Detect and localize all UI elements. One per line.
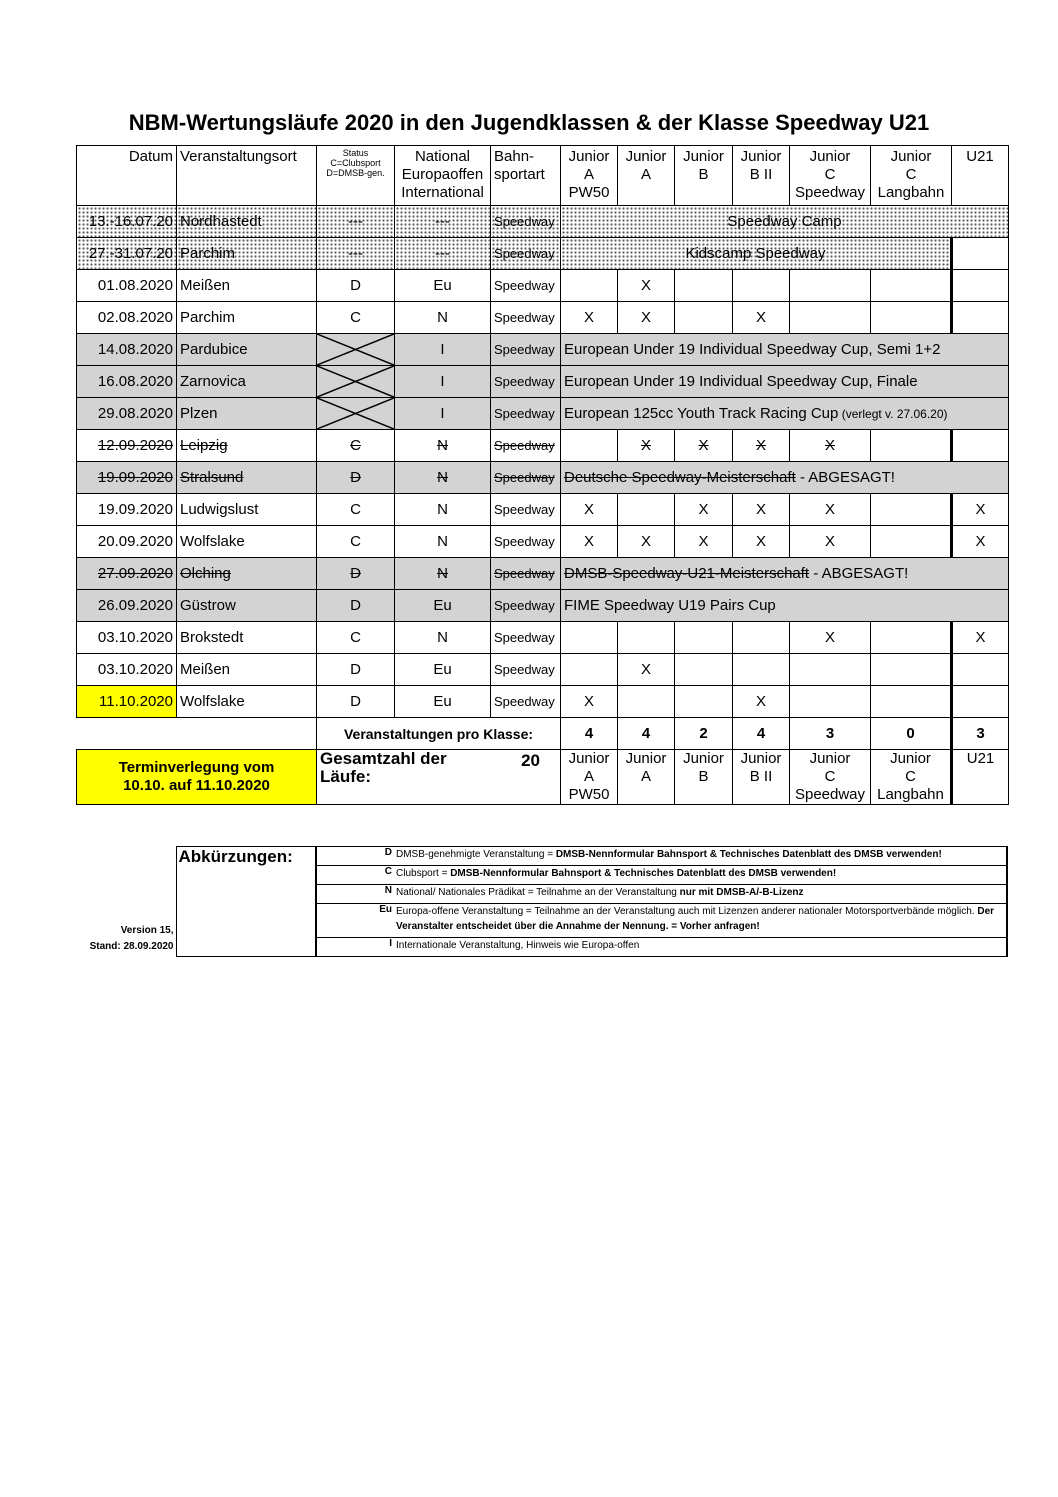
blank-cell [77,718,317,750]
event-name: European 125cc Youth Track Racing Cup [564,405,839,422]
place-cell: Wolfslake [177,526,317,558]
event-name: European Under 19 Individual Speedway Cup, Semi 1+2 [564,341,941,358]
header-class: U21 [952,146,1009,206]
class-mark-cell [952,270,1009,302]
class-mark-cell [952,686,1009,718]
header-class: Junior A [618,146,675,206]
header-national: National Europaoffen International [395,146,491,206]
sport-cell: Speedway [491,526,561,558]
abbr-desc: Clubsport = [396,868,451,879]
header-bahn: Bahn- sportart [491,146,561,206]
place-cell: Pardubice [177,334,317,366]
sport-cell: Speedway [491,238,561,270]
u21-cell [952,238,1009,270]
header-datum: Datum [77,146,177,206]
national-cell: I [395,398,491,430]
date-cell: 19.09.2020 [77,462,177,494]
national-cell: --- [395,206,491,238]
event-span: Speedway Camp [561,206,1009,238]
header-class: Junior B II [733,146,790,206]
abbr-heading: Abkürzungen: [176,847,316,957]
class-mark-cell: X [675,526,733,558]
abbr-key: C [316,866,394,885]
abbr-row [76,847,1007,866]
footer-class: Junior B [675,750,733,805]
event-name: FIME Speedway U19 Pairs Cup [564,597,776,614]
class-mark-cell: X [790,526,871,558]
sport-cell: Speedway [491,206,561,238]
abbr-text [394,885,1007,904]
sport-cell: Speedway [491,462,561,494]
class-mark-cell [871,430,952,462]
sport-cell: Speedway [491,366,561,398]
date-cell: 19.09.2020 [77,494,177,526]
class-mark-cell: X [952,526,1009,558]
table-row [77,462,1009,494]
abbr-desc: National/ Nationales Prädikat = Teilnahme an der Veranstaltung [396,887,680,898]
version-cell [76,847,176,957]
sport-cell: Speedway [491,622,561,654]
table-row [77,206,1009,238]
header-class: Junior B [675,146,733,206]
class-mark-cell [871,654,952,686]
class-mark-cell: X [561,526,618,558]
class-mark-cell [561,270,618,302]
table-row [77,238,1009,270]
class-mark-cell [952,302,1009,334]
event-span [561,334,1009,366]
class-mark-cell [871,622,952,654]
footer-class: Junior C Speedway [790,750,871,805]
rescheduling-note: Terminverlegung vom 10.10. auf 11.10.2020 [77,750,317,805]
date-cell: 29.08.2020 [77,398,177,430]
date-cell: 27.09.2020 [77,558,177,590]
abbr-text [394,866,1007,885]
table-row [77,494,1009,526]
national-cell: N [395,430,491,462]
status-cell-crossed [317,398,395,430]
class-mark-cell: X [561,494,618,526]
class-count: 4 [733,718,790,750]
national-cell: --- [395,238,491,270]
national-cell: N [395,302,491,334]
date-cell: 12.09.2020 [77,430,177,462]
class-mark-cell: X [618,270,675,302]
class-mark-cell: X [675,430,733,462]
total-runs [317,750,561,805]
abbr-key: N [316,885,394,904]
header-ort: Veranstaltungsort [177,146,317,206]
event-span [561,558,1009,590]
national-cell: Eu [395,654,491,686]
status-cell: D [317,558,395,590]
class-mark-cell: X [561,302,618,334]
total-runs-label: Gesamtzahl der Läufe: [320,749,447,786]
class-mark-cell: X [618,302,675,334]
table-row [77,622,1009,654]
sport-cell: Speedway [491,302,561,334]
status-cell: D [317,686,395,718]
place-cell: Olching [177,558,317,590]
class-count: 3 [790,718,871,750]
class-mark-cell [618,622,675,654]
version-label: Version 15, [120,924,174,936]
date-cell: 26.09.2020 [77,590,177,622]
header-class: Junior A PW50 [561,146,618,206]
status-cell: C [317,430,395,462]
class-count: 3 [952,718,1009,750]
sport-cell: Speedway [491,654,561,686]
national-cell: I [395,366,491,398]
status-cell: C [317,302,395,334]
place-cell: Meißen [177,270,317,302]
sport-cell: Speedway [491,686,561,718]
class-mark-cell [561,430,618,462]
table-row [77,558,1009,590]
class-mark-cell [871,270,952,302]
class-mark-cell: X [733,526,790,558]
class-mark-cell [675,302,733,334]
sport-cell: Speedway [491,558,561,590]
abbr-desc-bold: nur mit DMSB-A/-B-Lizenz [679,887,804,898]
table-row [77,526,1009,558]
table-row [77,366,1009,398]
event-name-cancelled: DMSB-Speedway-U21-Meisterschaft [564,565,810,582]
national-cell: N [395,462,491,494]
abbr-key: D [316,847,394,866]
class-mark-cell: X [675,494,733,526]
place-cell: Stralsund [177,462,317,494]
place-cell: Nordhastedt [177,206,317,238]
status-cell: D [317,590,395,622]
class-mark-cell [561,622,618,654]
table-row [77,302,1009,334]
sport-cell: Speedway [491,270,561,302]
class-mark-cell [675,686,733,718]
place-cell: Zarnovica [177,366,317,398]
date-cell: 13.-16.07.20 [77,206,177,238]
class-mark-cell: X [561,686,618,718]
footer-class: Junior A [618,750,675,805]
total-runs-value: 20 [521,751,540,770]
class-mark-cell: X [733,686,790,718]
table-row [77,270,1009,302]
abbr-text [394,904,1007,938]
date-cell: 27.-31.07.20 [77,238,177,270]
class-mark-cell: X [790,494,871,526]
event-span [561,462,1009,494]
class-mark-cell: X [618,654,675,686]
sport-cell: Speedway [491,494,561,526]
class-mark-cell [618,686,675,718]
place-cell: Parchim [177,238,317,270]
schedule-table [76,145,1009,805]
summary-label: Veranstaltungen pro Klasse: [317,718,561,750]
place-cell: Ludwigslust [177,494,317,526]
national-cell: I [395,334,491,366]
place-cell: Leipzig [177,430,317,462]
date-cell: 11.10.2020 [77,686,177,718]
sport-cell: Speedway [491,398,561,430]
header-status: Status C=Clubsport D=DMSB-gen. [317,146,395,206]
date-cell: 16.08.2020 [77,366,177,398]
class-mark-cell [871,686,952,718]
place-cell: Plzen [177,398,317,430]
class-mark-cell: X [790,430,871,462]
place-cell: Parchim [177,302,317,334]
class-mark-cell [733,270,790,302]
event-span: Kidscamp Speedway [561,238,952,270]
abbreviations-table [76,846,1008,957]
footer-row [77,750,1009,805]
table-row [77,334,1009,366]
status-cell-crossed [317,366,395,398]
class-mark-cell: X [733,302,790,334]
summary-row [77,718,1009,750]
date-cell: 02.08.2020 [77,302,177,334]
date-cell: 03.10.2020 [77,622,177,654]
class-mark-cell [790,302,871,334]
class-mark-cell: X [618,526,675,558]
header-class: Junior C Langbahn [871,146,952,206]
event-span [561,366,1009,398]
class-mark-cell [871,526,952,558]
abbr-text [394,938,1007,957]
class-count: 4 [561,718,618,750]
event-name: - ABGESAGT! [809,565,909,582]
class-count: 4 [618,718,675,750]
class-mark-cell: X [618,430,675,462]
sport-cell: Speedway [491,430,561,462]
class-mark-cell [871,494,952,526]
class-mark-cell: X [733,494,790,526]
abbr-key: Eu [316,904,394,938]
abbr-desc-bold: DMSB-Nennformular Bahnsport & Technisches Datenblatt des DMSB verwenden! [450,868,837,879]
class-mark-cell [733,622,790,654]
class-mark-cell [675,654,733,686]
table-row [77,398,1009,430]
status-cell: --- [317,206,395,238]
status-cell: --- [317,238,395,270]
status-cell: D [317,654,395,686]
event-name: European Under 19 Individual Speedway Cup, Finale [564,373,918,390]
status-cell: C [317,494,395,526]
abbr-text [394,847,1007,866]
footer-class: Junior B II [733,750,790,805]
class-mark-cell [952,654,1009,686]
abbr-desc: Internationale Veranstaltung, Hinweis wie Europa-offen [396,940,640,951]
national-cell: N [395,526,491,558]
event-note: (verlegt v. 27.06.20) [838,407,948,421]
date-cell: 01.08.2020 [77,270,177,302]
date-cell: 14.08.2020 [77,334,177,366]
national-cell: N [395,494,491,526]
status-cell-crossed [317,334,395,366]
class-mark-cell [675,270,733,302]
header-row [77,146,1009,206]
table-row [77,430,1009,462]
status-cell: D [317,462,395,494]
class-mark-cell: X [952,622,1009,654]
table-row [77,654,1009,686]
header-class: Junior C Speedway [790,146,871,206]
date-cell: 20.09.2020 [77,526,177,558]
table-row [77,590,1009,622]
national-cell: Eu [395,686,491,718]
abbr-desc-bold: DMSB-Nennformular Bahnsport & Technisches Datenblatt des DMSB verwenden! [555,849,942,860]
status-cell: C [317,526,395,558]
status-cell: D [317,270,395,302]
abbr-desc-bold: Der Veranstalter entscheidet über die Annahme der Nennung. = Vorher anfragen! [396,906,995,932]
sport-cell: Speedway [491,590,561,622]
place-cell: Güstrow [177,590,317,622]
class-mark-cell: X [790,622,871,654]
abbr-key: I [316,938,394,957]
event-span [561,590,1009,622]
class-count: 0 [871,718,952,750]
national-cell: Eu [395,590,491,622]
class-count: 2 [675,718,733,750]
event-name: - ABGESAGT! [795,469,895,486]
class-mark-cell [733,654,790,686]
footer-class: Junior C Langbahn [871,750,952,805]
place-cell: Wolfslake [177,686,317,718]
class-mark-cell [952,430,1009,462]
abbr-desc: Europa-offene Veranstaltung = Teilnahme an der Veranstaltung auch mit Lizenzen anderer nationaler Motorsportverbände möglich. [396,906,978,917]
class-mark-cell [871,302,952,334]
class-mark-cell [675,622,733,654]
table-row [77,686,1009,718]
class-mark-cell [790,654,871,686]
national-cell: N [395,622,491,654]
stand-label: Stand: 28.09.2020 [89,940,174,952]
page-title: NBM-Wertungsläufe 2020 in den Jugendklassen & der Klasse Speedway U21 [128,110,930,135]
date-cell: 03.10.2020 [77,654,177,686]
footer-class: U21 [952,750,1009,805]
status-cell: C [317,622,395,654]
place-cell: Brokstedt [177,622,317,654]
national-cell: N [395,558,491,590]
event-span [561,398,1009,430]
abbr-desc: DMSB-genehmigte Veranstaltung = [396,849,556,860]
sport-cell: Speedway [491,334,561,366]
class-mark-cell [790,686,871,718]
class-mark-cell [790,270,871,302]
place-cell: Meißen [177,654,317,686]
footer-class: Junior A PW50 [561,750,618,805]
class-mark-cell: X [733,430,790,462]
national-cell: Eu [395,270,491,302]
class-mark-cell [618,494,675,526]
class-mark-cell: X [952,494,1009,526]
event-name-cancelled: Deutsche Speedway-Meisterschaft [564,469,796,486]
class-mark-cell [561,654,618,686]
